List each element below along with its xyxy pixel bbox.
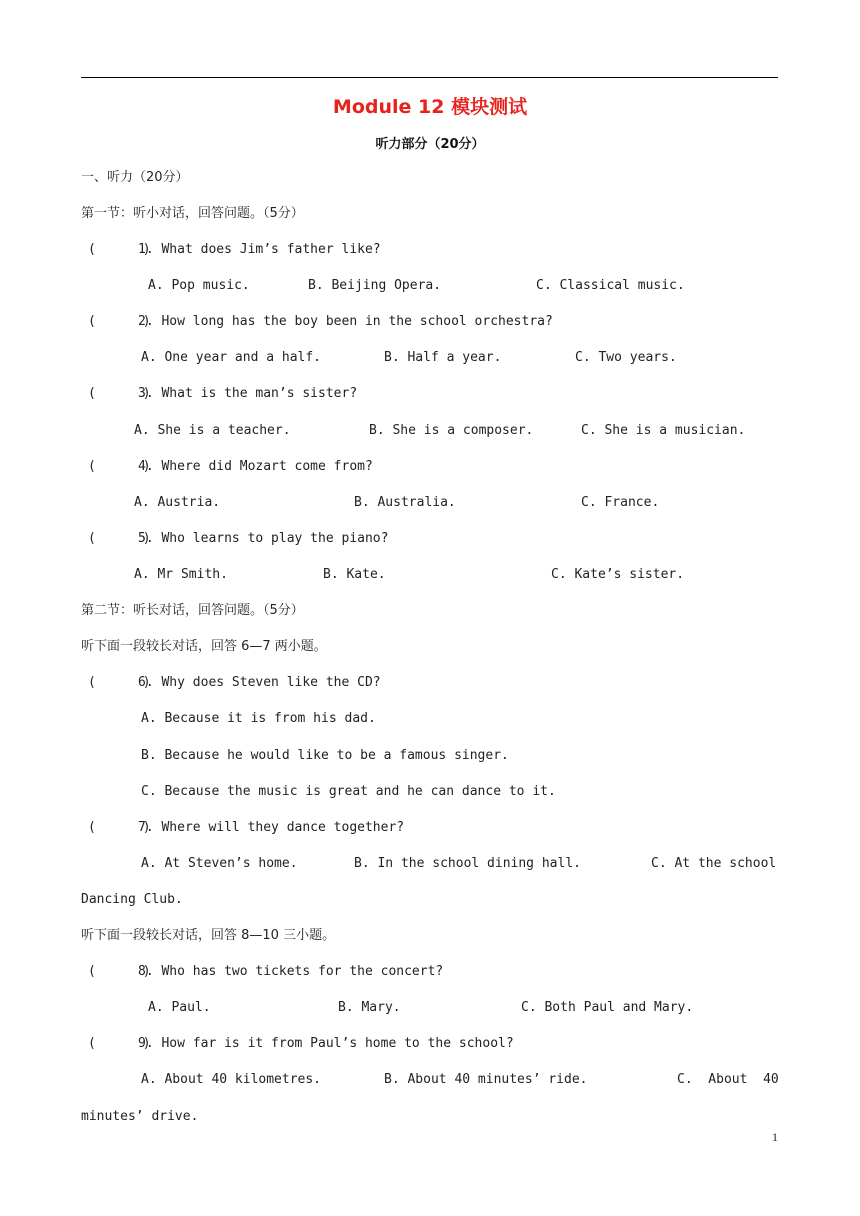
option-b: B. Beijing Opera. bbox=[308, 278, 442, 293]
question-stem: 9. How far is it from Paul’s home to the school? bbox=[138, 1036, 514, 1051]
question-2 bbox=[88, 313, 553, 331]
option-c: C. Classical music. bbox=[536, 278, 685, 293]
page-number: 1 bbox=[772, 1130, 778, 1144]
option-c: C. At the school bbox=[651, 856, 777, 871]
question-stem: 1. What does Jim’s father like? bbox=[138, 242, 381, 257]
option-a: A. Because it is from his dad. bbox=[141, 711, 376, 726]
option-a: A. About 40 kilometres. bbox=[141, 1072, 322, 1087]
option-c: C. Kate’s sister. bbox=[551, 567, 685, 582]
question-7 bbox=[88, 819, 404, 837]
question-stem: 8. Who has two tickets for the concert? bbox=[138, 964, 444, 979]
header-rule bbox=[81, 77, 778, 78]
option-c-continued: Dancing Club. bbox=[81, 892, 183, 907]
part2-intro-a: 听下面一段较长对话，回答 6—7 两小题。 bbox=[81, 639, 327, 654]
part1-heading: 第一节：听小对话，回答问题。（5分） bbox=[81, 206, 304, 221]
answer-blank[interactable]: ( ) bbox=[88, 531, 151, 546]
option-a: A. Pop music. bbox=[148, 278, 250, 293]
section-title: 一、听力（20分） bbox=[81, 170, 189, 185]
option-b: B. Because he would like to be a famous singer. bbox=[141, 748, 509, 763]
question-3 bbox=[88, 385, 357, 403]
page-title: Module 12 模块测试 bbox=[332, 96, 528, 118]
question-5 bbox=[88, 530, 388, 548]
option-b: B. She is a composer. bbox=[369, 423, 534, 438]
option-b: B. In the school dining hall. bbox=[354, 856, 581, 871]
option-b: B. Half a year. bbox=[384, 350, 502, 365]
option-c: C. Both Paul and Mary. bbox=[521, 1000, 694, 1015]
answer-blank[interactable]: ( ) bbox=[88, 386, 151, 401]
question-9 bbox=[88, 1035, 514, 1053]
answer-blank[interactable]: ( ) bbox=[88, 675, 151, 690]
answer-blank[interactable]: ( ) bbox=[88, 459, 151, 474]
question-6 bbox=[88, 674, 381, 692]
option-c: C. Two years. bbox=[575, 350, 677, 365]
part2-heading: 第二节：听长对话，回答问题。（5分） bbox=[81, 603, 304, 618]
answer-blank[interactable]: ( ) bbox=[88, 964, 151, 979]
option-a: A. Mr Smith. bbox=[134, 567, 228, 582]
part2-intro-b: 听下面一段较长对话，回答 8—10 三小题。 bbox=[81, 928, 336, 943]
option-a: A. She is a teacher. bbox=[134, 423, 291, 438]
question-8 bbox=[88, 963, 443, 981]
question-stem: 4. Where did Mozart come from? bbox=[138, 459, 373, 474]
answer-blank[interactable]: ( ) bbox=[88, 820, 151, 835]
option-c-continued: minutes’ drive. bbox=[81, 1109, 199, 1124]
option-c: C. Because the music is great and he can dance to it. bbox=[141, 784, 556, 799]
question-stem: 2. How long has the boy been in the school orchestra? bbox=[138, 314, 553, 329]
question-1 bbox=[88, 241, 381, 259]
option-a: A. Paul. bbox=[148, 1000, 211, 1015]
option-c: C. She is a musician. bbox=[581, 423, 746, 438]
option-a: A. One year and a half. bbox=[141, 350, 322, 365]
question-stem: 6. Why does Steven like the CD? bbox=[138, 675, 381, 690]
question-4 bbox=[88, 458, 373, 476]
page-subtitle: 听力部分（20分） bbox=[375, 137, 485, 152]
option-a: A. At Steven’s home. bbox=[141, 856, 298, 871]
option-b: B. Australia. bbox=[354, 495, 456, 510]
question-stem: 5. Who learns to play the piano? bbox=[138, 531, 389, 546]
option-c: C. About 40 bbox=[677, 1072, 779, 1087]
option-b: B. Mary. bbox=[338, 1000, 401, 1015]
option-b: B. Kate. bbox=[323, 567, 386, 582]
answer-blank[interactable]: ( ) bbox=[88, 1036, 151, 1051]
option-c: C. France. bbox=[581, 495, 660, 510]
answer-blank[interactable]: ( ) bbox=[88, 314, 151, 329]
question-stem: 7. Where will they dance together? bbox=[138, 820, 405, 835]
option-a: A. Austria. bbox=[134, 495, 221, 510]
question-stem: 3. What is the man’s sister? bbox=[138, 386, 358, 401]
option-b: B. About 40 minutes’ ride. bbox=[384, 1072, 588, 1087]
answer-blank[interactable]: ( ) bbox=[88, 242, 151, 257]
